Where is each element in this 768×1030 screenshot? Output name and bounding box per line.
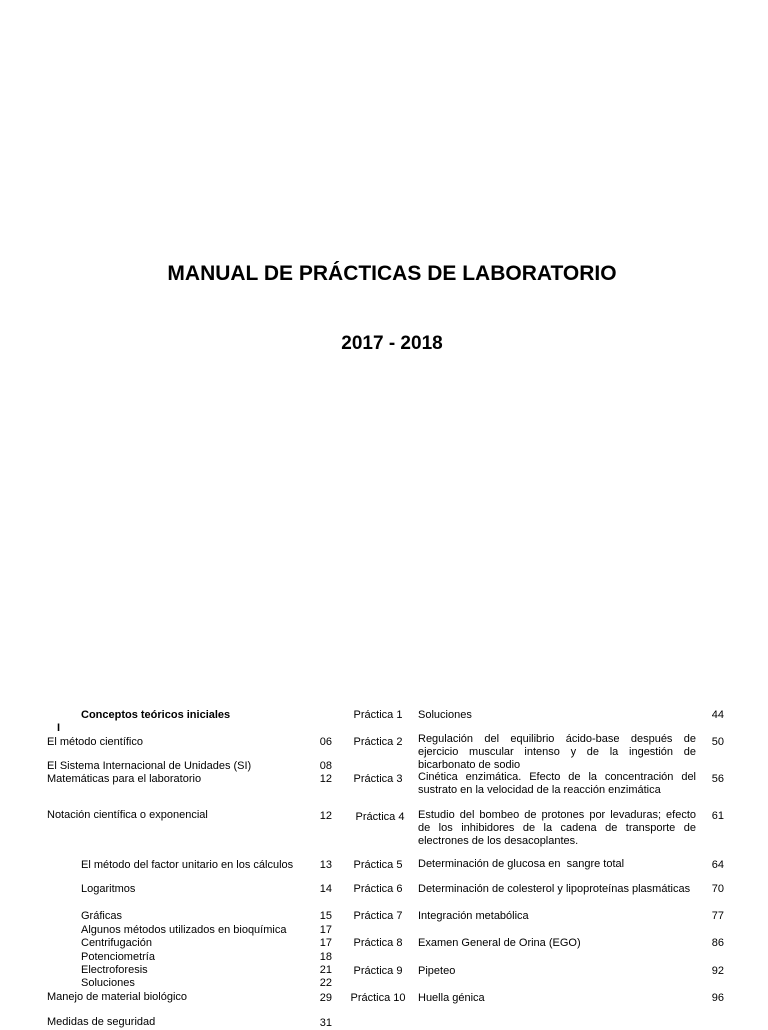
toc-entry-page: 08 [319, 760, 332, 772]
toc-entry-page: 15 [319, 910, 332, 922]
practice-title: Estudio del bombeo de protones por levaduras; efecto de los inhibidores de la cadena de transporte de electrones de los desacoplantes. [418, 809, 696, 847]
toc-entry-label: Medidas de seguridad [47, 1016, 156, 1028]
practice-page: 56 [711, 773, 724, 785]
practice-title: Examen General de Orina (EGO) [418, 937, 581, 949]
practice-label: Práctica 7 [353, 910, 403, 922]
toc-entry-label: El método del factor unitario en los cálculos [81, 859, 294, 871]
toc-entry-label: Matemáticas para el laboratorio [47, 773, 202, 785]
toc-entry-label: Algunos métodos utilizados en bioquímica [81, 924, 287, 936]
toc-entry-label: Potenciometría [81, 951, 155, 963]
practice-page: 61 [711, 810, 724, 822]
practice-title: Regulación del equilibrio ácido-base después de ejercicio muscular intenso y de la ingestión de bicarbonato de sodio [418, 733, 696, 771]
toc-entry-page: 13 [319, 859, 332, 871]
toc-entry-page: 12 [319, 773, 332, 785]
practice-title: Soluciones [418, 709, 472, 721]
toc-entry-label: Centrifugación [81, 937, 152, 949]
practice-label: Práctica 3 [353, 773, 403, 785]
toc-entry-page: 14 [319, 883, 332, 895]
practice-title: Huella génica [418, 992, 485, 1004]
practice-label: Práctica 9 [353, 965, 403, 977]
practice-label: Práctica 6 [353, 883, 403, 895]
toc-entry-label: Manejo de material biológico [47, 991, 188, 1003]
toc-entry-page: 17 [319, 937, 332, 949]
toc-entry-page: 21 [319, 964, 332, 976]
toc-entry-label: Electroforesis [81, 964, 148, 976]
practice-title: Determinación de glucosa en sangre total [418, 858, 625, 870]
practice-page: 77 [711, 910, 724, 922]
toc-entry-page: 06 [319, 736, 332, 748]
practice-label: Práctica 8 [353, 937, 403, 949]
practice-title: Pipeteo [418, 965, 456, 977]
toc-entry-page: 29 [319, 992, 332, 1004]
practice-page: 70 [711, 883, 724, 895]
toc-entry-label: El método científico [47, 736, 143, 748]
practice-page: 96 [711, 992, 724, 1004]
practice-label: Práctica 4 [355, 811, 405, 823]
toc-heading: Conceptos teóricos iniciales [81, 709, 231, 721]
toc-entry-page: 18 [319, 951, 332, 963]
toc-entry-label: Notación científica o exponencial [47, 809, 208, 821]
practice-title: Integración metabólica [418, 910, 529, 922]
toc-roman-numeral: I [57, 722, 61, 734]
toc-entry-page: 12 [319, 810, 332, 822]
toc-entry-page: 31 [319, 1017, 332, 1029]
toc-entry-label: Soluciones [81, 977, 135, 989]
toc-entry-page: 17 [319, 924, 332, 936]
practice-label: Práctica 2 [353, 736, 403, 748]
practice-page: 86 [711, 937, 724, 949]
practice-title: Cinética enzimática. Efecto de la concentración del sustrato en la velocidad de la reacción enzimática [418, 771, 696, 796]
practice-label: Práctica 1 [353, 709, 403, 721]
practice-label: Práctica 5 [353, 859, 403, 871]
practice-label: Práctica 10 [350, 992, 406, 1004]
toc-entry-label: El Sistema Internacional de Unidades (SI) [47, 760, 252, 772]
practice-page: 92 [711, 965, 724, 977]
toc-entry-label: Logaritmos [81, 883, 136, 895]
toc-entry-label: Gráficas [81, 910, 122, 922]
toc-entry-page: 22 [319, 977, 332, 989]
document-title: MANUAL DE PRÁCTICAS DE LABORATORIO [167, 262, 617, 285]
practice-page: 44 [711, 709, 724, 721]
practice-page: 50 [711, 736, 724, 748]
practice-page: 64 [711, 859, 724, 871]
practice-title: Determinación de colesterol y lipoproteínas plasmáticas [418, 883, 691, 895]
document-year: 2017 - 2018 [341, 333, 443, 354]
